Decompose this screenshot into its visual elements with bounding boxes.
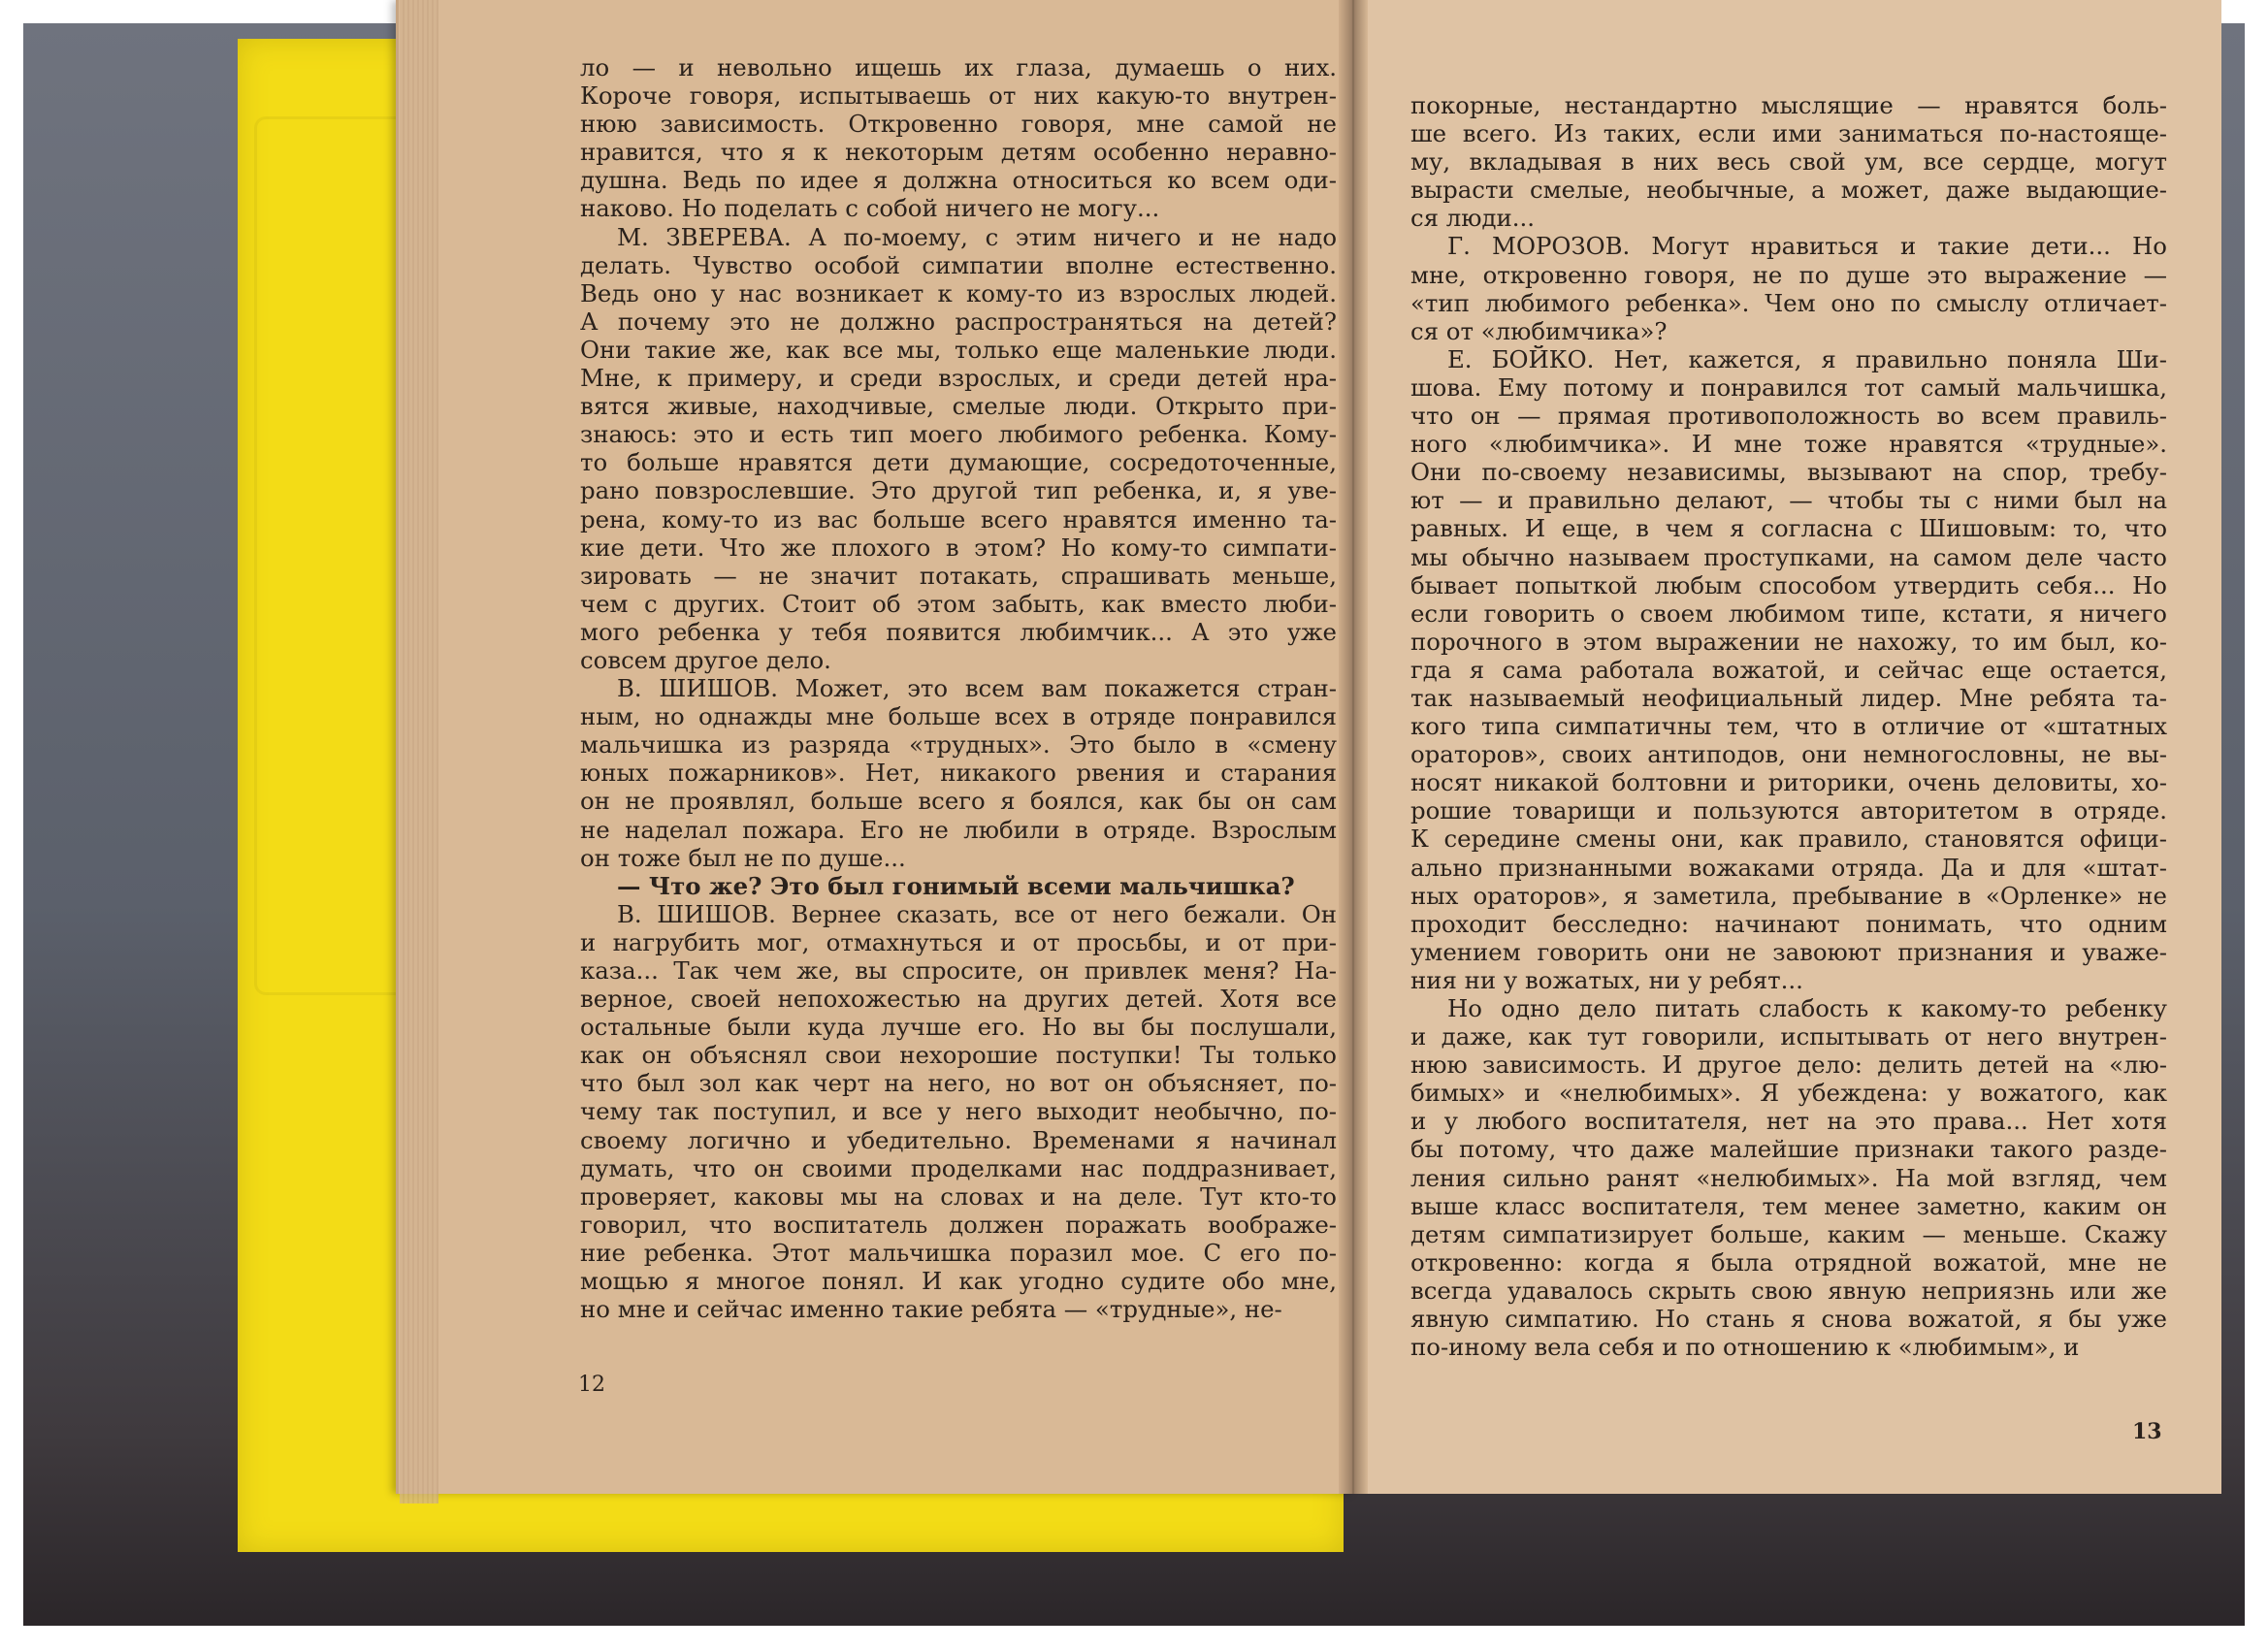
text-line: — Что же? Это был гонимый всеми мальчишка? xyxy=(617,871,1295,900)
text-line: ся от «любимчика»? xyxy=(1410,316,1668,345)
text-line: бы потому, что даже малейшие признаки такого разде- xyxy=(1410,1135,2167,1164)
text-line: чему так поступил, и все у него выходит необычно, по- xyxy=(580,1097,1337,1126)
text-line: ют — и правильно делают, — чтобы ты с ними был на xyxy=(1410,486,2167,515)
text-line: Ведь оно у нас возникает к кому-то из взрослых людей. xyxy=(580,278,1337,307)
text-line: бывает попыткой любым способом утвердить себя... Но xyxy=(1410,570,2167,599)
text-line: В. ШИШОВ. Вернее сказать, все от него бежали. Он xyxy=(617,899,1337,928)
text-line: проверяет, каковы мы на словах и на деле. Тут кто-то xyxy=(580,1181,1337,1211)
text-line: зировать — не значит потакать, спрашивать меньше, xyxy=(580,561,1337,590)
text-line: гда я сама работала вожатой, и сейчас еще остается, xyxy=(1410,655,2167,684)
text-line: ние ребенка. Этот мальчишка поразил мое. С его по- xyxy=(580,1238,1337,1267)
text-line: и даже, как тут говорили, испытывать от него внутрен- xyxy=(1410,1022,2167,1051)
right-page-text xyxy=(1410,91,2167,1361)
text-line: говорил, что воспитатель должен поражать воображе- xyxy=(580,1210,1337,1239)
text-line: Г. МОРОЗОВ. Могут нравиться и такие дети... Но xyxy=(1447,232,2167,261)
book-gutter xyxy=(1339,0,1368,1494)
text-line: он не проявлял, больше всего я боялся, как бы он сам xyxy=(580,787,1337,816)
text-line: Но одно дело питать слабость к какому-то ребенку xyxy=(1447,994,2167,1022)
text-line: кие дети. Что же плохого в этом? Но кому-то симпати- xyxy=(580,533,1337,562)
text-line: наково. Но поделать с собой ничего не могу... xyxy=(580,194,1160,223)
text-line: мого ребенка у тебя появится любимчик... А это уже xyxy=(580,617,1337,646)
text-line: Короче говоря, испытываешь от них какую-то внутрен- xyxy=(580,81,1337,111)
text-line: носят никакой болтовни и риторики, очень деловиты, хо- xyxy=(1410,768,2167,797)
text-line: совсем другое дело. xyxy=(580,645,831,674)
text-line: А почему это не должно распространяться на детей? xyxy=(580,307,1337,336)
text-line: ных ораторов», я заметила, пребывание в «Орленке» не xyxy=(1410,881,2167,910)
text-line: мы обычно называем проступками, на самом деле часто xyxy=(1410,542,2167,571)
text-line: явную симпатию. Но стань я снова вожатой, я бы уже xyxy=(1410,1305,2167,1334)
text-line: делать. Чувство особой симпатии вполне естественно. xyxy=(580,250,1337,279)
text-line: юных пожарников». Нет, никакого рвения и старания xyxy=(580,759,1337,788)
text-line: ния ни у вожатых, ни у ребят... xyxy=(1410,965,1803,994)
text-line: и нагрубить мог, отмахнуться и от просьбы, и от при- xyxy=(580,927,1337,956)
text-line: ся люди... xyxy=(1410,204,1536,233)
text-line: рена, кому-то из вас больше всего нравятся именно та- xyxy=(580,504,1337,534)
text-line: что он — прямая противоположность во всем правиль- xyxy=(1410,402,2167,431)
text-line: думать, что он своими проделками нас поддразнивает, xyxy=(580,1153,1337,1182)
text-line: откровенно: когда я была отрядной вожатой, мне не xyxy=(1410,1247,2167,1277)
text-line: детям симпатизирует больше, каким — меньше. Скажу xyxy=(1410,1219,2167,1248)
text-line: что был зол как черт на него, но вот он объясняет, по- xyxy=(580,1069,1337,1098)
text-line: мощью я многое понял. И как угодно судите обо мне, xyxy=(580,1267,1337,1296)
text-line: ально признанными вожаками отряда. Да и для «штат- xyxy=(1410,853,2167,882)
left-page-text xyxy=(580,53,1337,1323)
cover-decoration xyxy=(254,116,415,995)
text-line: Е. БОЙКО. Нет, кажется, я правильно поняла Ши- xyxy=(1447,344,2167,373)
text-line: равных. И еще, в чем я согласна с Шишовым: то, что xyxy=(1410,514,2167,543)
text-line: К середине смены они, как правило, становятся офици- xyxy=(1410,824,2167,854)
text-line: и у любого воспитателя, нет на это права... Нет хотя xyxy=(1410,1107,2167,1136)
text-line: мальчишка из разряда «трудных». Это было в «смену xyxy=(580,730,1337,760)
left-page-edges xyxy=(400,0,438,1504)
text-line: ным, но однажды мне больше всех в отряде понравился xyxy=(580,702,1337,731)
text-line: рано повзрослевшие. Это другой тип ребенка, и, я уве- xyxy=(580,476,1337,505)
text-line: проходит бесследно: начинают понимать, что одним xyxy=(1410,909,2167,938)
text-line: чем с других. Стоит об этом забыть, как вместо люби- xyxy=(580,589,1337,618)
text-line: умением говорить они не завоюют признания и уваже- xyxy=(1410,937,2167,966)
text-line: знаюсь: это и есть тип моего любимого ребенка. Кому- xyxy=(580,420,1337,449)
text-line: М. ЗВЕРЕВА. А по-моему, с этим ничего и не надо xyxy=(617,222,1337,251)
text-line: рошие товарищи и пользуются авторитетом в отряде. xyxy=(1410,796,2167,825)
text-line: бимых» и «нелюбимых». Я убеждена: у вожатого, как xyxy=(1410,1079,2167,1108)
text-line: шова. Ему потому и понравился тот самый мальчишка, xyxy=(1410,372,2167,402)
text-line: ораторов», своих антиподов, они немногословны, не вы- xyxy=(1410,740,2167,769)
text-line: всегда удавалось скрыть свою явную неприязнь или же xyxy=(1410,1276,2167,1305)
text-line: ления сильно ранят «нелюбимых». На мой взгляд, чем xyxy=(1410,1163,2167,1192)
text-line: верное, своей непохожестью на других детей. Хотя все xyxy=(580,985,1337,1014)
text-line: не наделал пожара. Его не любили в отряде. Взрослым xyxy=(580,815,1337,844)
text-line: В. ШИШОВ. Может, это всем вам покажется стран- xyxy=(617,674,1337,703)
text-line: покорные, нестандартно мыслящие — нравятся боль- xyxy=(1410,91,2167,119)
text-line: нюю зависимость. Откровенно говоря, мне самой не xyxy=(580,110,1337,139)
text-line: то больше нравятся дети думающие, сосредоточенные, xyxy=(580,448,1337,477)
text-line: Они такие же, как все мы, только еще маленькие люди. xyxy=(580,335,1337,364)
text-line: ло — и невольно ищешь их глаза, думаешь о них. xyxy=(580,53,1337,81)
text-line: ше всего. Из таких, если ими заниматься по-настояще- xyxy=(1410,119,2167,148)
text-line: мне, откровенно говоря, не по душе это выражение — xyxy=(1410,260,2167,289)
right-page-number: 13 xyxy=(2132,1419,2162,1444)
text-line: вырасти смелые, необычные, а может, даже выдающие- xyxy=(1410,176,2167,205)
text-line: остальные были куда лучше его. Но вы бы послушали, xyxy=(580,1013,1337,1042)
text-line: выше класс воспитателя, тем менее заметно, каким он xyxy=(1410,1191,2167,1220)
text-line: «тип любимого ребенка». Чем оно по смыслу отличает- xyxy=(1410,288,2167,317)
text-line: по-иному вела себя и по отношению к «любимым», и xyxy=(1410,1333,2080,1362)
text-line: своему логично и убедительно. Временами я начинал xyxy=(580,1125,1337,1154)
text-line: порочного в этом выражении не нахожу, то им был, ко- xyxy=(1410,627,2167,656)
text-line: Мне, к примеру, и среди взрослых, и среди детей нра- xyxy=(580,364,1337,393)
text-line: как он объяснял свои нехорошие поступки! Ты только xyxy=(580,1041,1337,1070)
text-line: Они по-своему независимы, вызывают на спор, требу- xyxy=(1410,458,2167,487)
text-line: душна. Ведь по идее я должна относиться ко всем оди- xyxy=(580,166,1337,195)
text-line: он тоже был не по душе... xyxy=(580,843,906,872)
text-line: нравится, что я к некоторым детям особенно неравно- xyxy=(580,138,1337,167)
text-line: нюю зависимость. И другое дело: делить детей на «лю- xyxy=(1410,1051,2167,1080)
left-page-number: 12 xyxy=(578,1373,605,1397)
text-line: ного «любимчика». И мне тоже нравятся «трудные». xyxy=(1410,430,2167,459)
text-line: кого типа симпатичны тем, что в отличие от «штатных xyxy=(1410,712,2167,741)
text-line: вятся живые, находчивые, смелые люди. Открыто при- xyxy=(580,392,1337,421)
text-line: но мне и сейчас именно такие ребята — «трудные», не- xyxy=(580,1295,1282,1324)
text-line: так называемый неофициальный лидер. Мне ребята та- xyxy=(1410,683,2167,712)
text-line: если говорить о своем любимом типе, кстати, я ничего xyxy=(1410,598,2167,628)
text-line: му, вкладывая в них весь свой ум, все сердце, могут xyxy=(1410,147,2167,177)
text-line: каза... Так чем же, вы спросите, он привлек меня? На- xyxy=(580,956,1337,985)
